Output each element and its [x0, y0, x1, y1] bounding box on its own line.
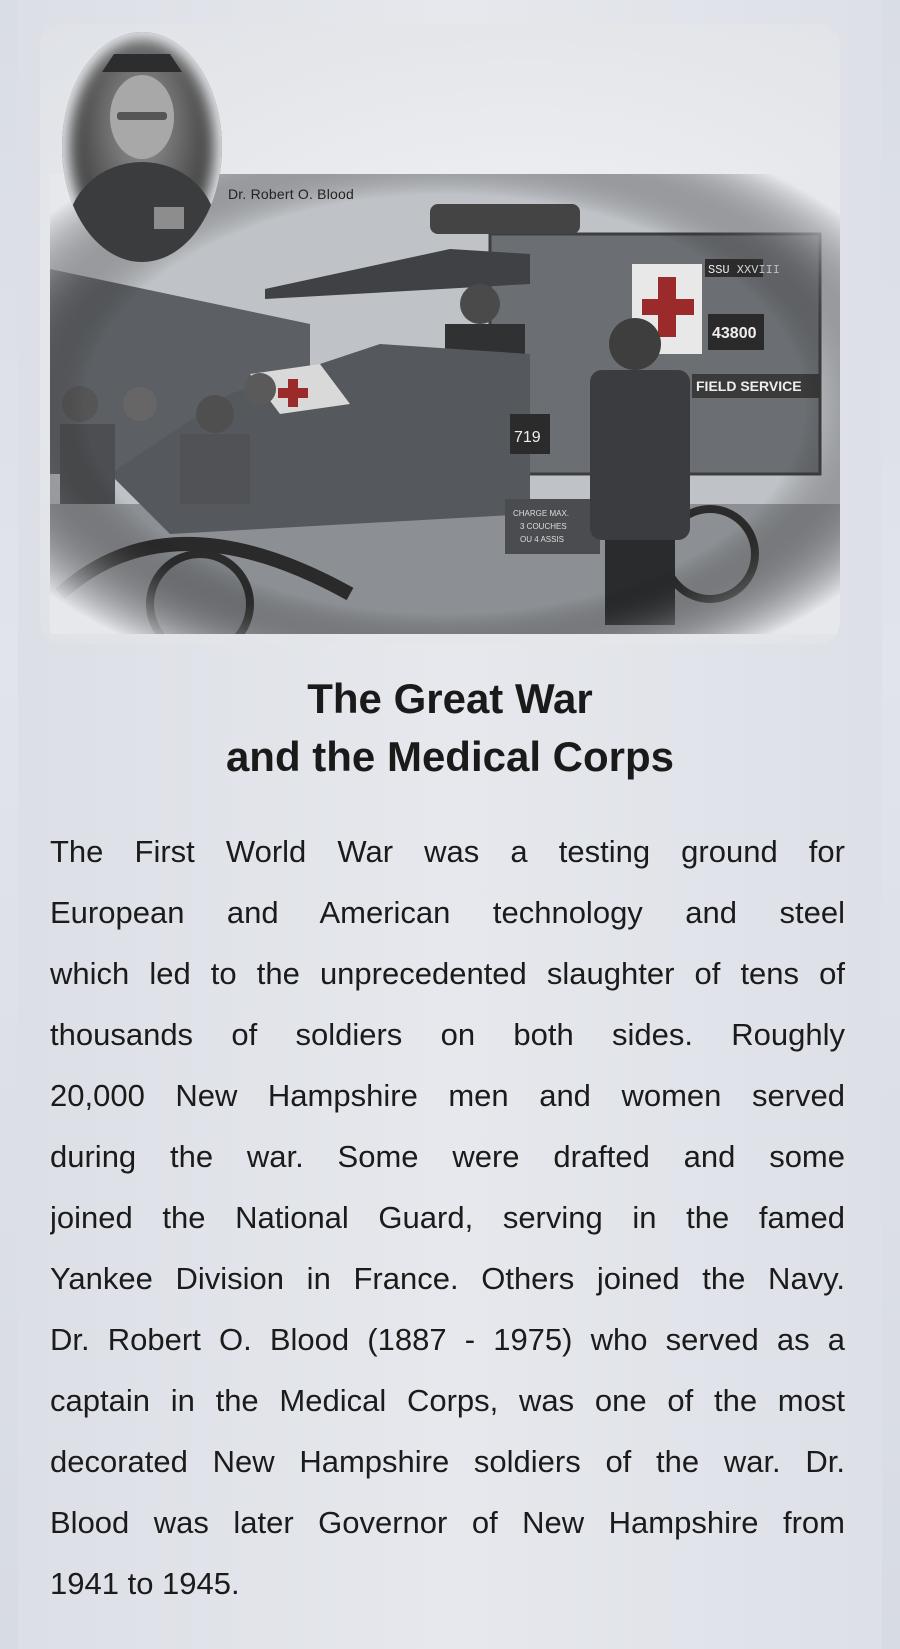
text-line: 1941 to 1945. — [50, 1566, 240, 1601]
text-line: Yankee Division in France. Others joined the Navy. — [50, 1261, 845, 1296]
text-line: Blood was later Governor of New Hampshire from — [50, 1505, 845, 1540]
page-title — [0, 670, 900, 786]
portrait-caption: Dr. Robert O. Blood — [228, 186, 354, 202]
portrait-photo — [62, 32, 222, 262]
text-line: which led to the unprecedented slaughter of tens of — [50, 956, 845, 991]
text-line: during the war. Some were drafted and some — [50, 1139, 845, 1174]
text-line: thousands of soldiers on both sides. Roughly — [50, 1017, 845, 1052]
title-line-1: The Great War — [307, 675, 593, 722]
text-line: Dr. Robert O. Blood (1887 - 1975) who served as a — [50, 1322, 845, 1357]
text-line: joined the National Guard, serving in the famed — [50, 1200, 845, 1235]
text-line: decorated New Hampshire soldiers of the war. Dr. — [50, 1444, 845, 1479]
text-line: European and American technology and steel — [50, 895, 845, 930]
text-line: The First World War was a testing ground for — [50, 834, 845, 869]
article-body — [50, 821, 845, 1614]
text-line: captain in the Medical Corps, was one of the most — [50, 1383, 845, 1418]
text-line: 20,000 New Hampshire men and women served — [50, 1078, 845, 1113]
historical-photo — [40, 24, 840, 644]
title-line-2: and the Medical Corps — [225, 733, 675, 780]
